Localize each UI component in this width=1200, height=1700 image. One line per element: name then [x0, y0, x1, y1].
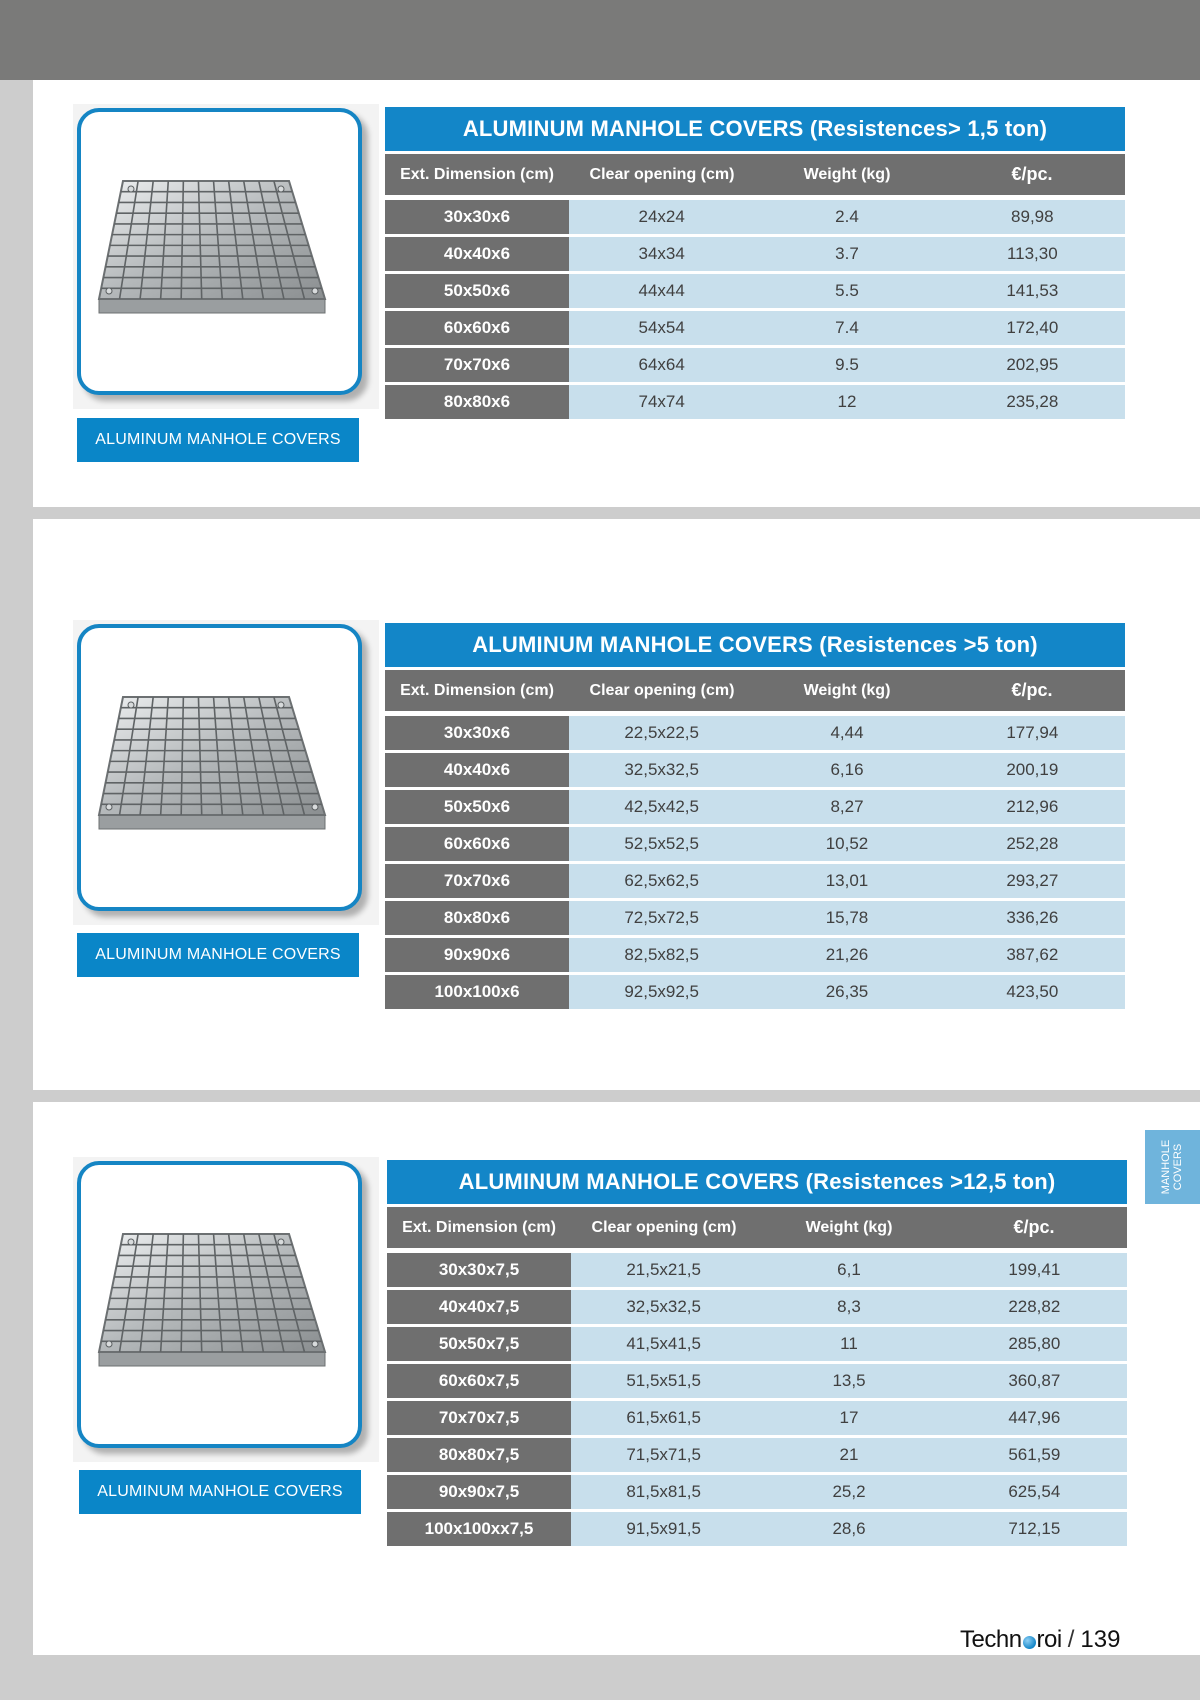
cell-dimension: 40x40x6: [385, 237, 569, 271]
cell-weight: 8,27: [830, 797, 864, 816]
table-row: [387, 1290, 1127, 1324]
cell-weight: 21,26: [825, 945, 869, 964]
cell-weight: 10,52: [825, 834, 869, 853]
col-header-dimension: Ext. Dimension (cm): [400, 165, 554, 183]
product-photo-3: [73, 1157, 379, 1462]
cell-weight: 3.7: [835, 244, 859, 263]
cell-weight: 15,78: [825, 908, 869, 927]
cell-price: 141,53: [1006, 281, 1059, 300]
cell-dimension: 30x30x6: [385, 200, 569, 234]
table-row: [385, 385, 1125, 419]
cell-dimension: 60x60x6: [385, 311, 569, 345]
cell-price: 423,50: [1006, 982, 1059, 1001]
brand-text-end: roi: [1036, 1626, 1062, 1653]
cell-opening: 62,5x62,5: [624, 871, 699, 890]
cell-dimension: 30x30x7,5: [387, 1253, 571, 1287]
section-side-tab[interactable]: [1145, 1130, 1200, 1204]
cell-price: 228,82: [1008, 1297, 1061, 1316]
price-table-2: [385, 623, 1125, 1009]
cell-dimension: 70x70x6: [385, 864, 569, 898]
price-table-3: [387, 1160, 1127, 1546]
cell-dimension: 80x80x7,5: [387, 1438, 571, 1472]
cell-price: 212,96: [1006, 797, 1059, 816]
table-row: [385, 348, 1125, 382]
cell-dimension: 80x80x6: [385, 385, 569, 419]
product-photo-1: [73, 104, 379, 409]
col-header-weight: Weight (kg): [803, 681, 891, 699]
table-row: [387, 1512, 1127, 1546]
manhole-cover-illustration: [93, 167, 339, 327]
cell-price: 199,41: [1008, 1260, 1061, 1279]
cell-opening: 64x64: [638, 355, 685, 374]
table-body: [385, 716, 1125, 1009]
cell-opening: 54x54: [638, 318, 685, 337]
brand-text-start: Techn: [960, 1626, 1022, 1653]
page-separator: /: [1067, 1626, 1075, 1653]
cell-weight: 7.4: [835, 318, 859, 337]
cell-opening: 32,5x32,5: [626, 1297, 701, 1316]
cell-opening: 32,5x32,5: [624, 760, 699, 779]
cell-opening: 21,5x21,5: [626, 1260, 701, 1279]
col-header-opening: Clear opening (cm): [589, 681, 735, 699]
cell-price: 360,87: [1008, 1371, 1061, 1390]
cell-opening: 24x24: [638, 207, 685, 226]
cell-price: 89,98: [1011, 207, 1054, 226]
table-row: [387, 1253, 1127, 1287]
col-header-price: €/pc.: [1013, 1217, 1055, 1237]
side-tab-line-1: MANHOLE: [1160, 1139, 1173, 1195]
col-header-dimension: Ext. Dimension (cm): [402, 1218, 556, 1236]
table-row: [387, 1401, 1127, 1435]
cell-price: 235,28: [1006, 392, 1059, 411]
cell-weight: 6,1: [837, 1260, 861, 1279]
side-tab-line-2: COVERS: [1172, 1143, 1185, 1191]
cell-weight: 28,6: [832, 1519, 866, 1538]
table-row: [385, 311, 1125, 345]
table-row: [385, 274, 1125, 308]
cell-opening: 44x44: [638, 281, 685, 300]
col-header-price: €/pc.: [1011, 680, 1053, 700]
product-caption-1: ALUMINUM MANHOLE COVERS: [77, 418, 359, 462]
cell-weight: 11: [840, 1334, 858, 1353]
table-row: [387, 1438, 1127, 1472]
cell-weight: 26,35: [825, 982, 869, 1001]
cell-dimension: 70x70x7,5: [387, 1401, 571, 1435]
table-title: ALUMINUM MANHOLE COVERS (Resistences >5 ton): [385, 623, 1125, 667]
cell-opening: 52,5x52,5: [624, 834, 699, 853]
cell-weight: 6,16: [830, 760, 864, 779]
cell-dimension: 50x50x7,5: [387, 1327, 571, 1361]
side-tab-label: [1161, 1140, 1185, 1194]
brand-logo: [960, 1626, 1062, 1654]
cell-weight: 8,3: [837, 1297, 861, 1316]
table-row: [385, 975, 1125, 1009]
table-title: ALUMINUM MANHOLE COVERS (Resistences> 1,5 ton): [385, 107, 1125, 151]
manhole-cover-illustration: [93, 683, 339, 843]
product-caption-2: ALUMINUM MANHOLE COVERS: [77, 933, 359, 977]
page-number: 139: [1080, 1626, 1121, 1653]
cell-opening: 92,5x92,5: [624, 982, 699, 1001]
top-header-bar: [0, 0, 1200, 80]
cell-dimension: 60x60x6: [385, 827, 569, 861]
product-photo-2: [73, 620, 379, 925]
cell-dimension: 50x50x6: [385, 274, 569, 308]
cell-weight: 13,5: [832, 1371, 866, 1390]
cell-price: 177,94: [1006, 723, 1059, 742]
manhole-cover-illustration: [93, 1220, 339, 1380]
cell-price: 447,96: [1008, 1408, 1061, 1427]
cell-dimension: 90x90x7,5: [387, 1475, 571, 1509]
cell-opening: 71,5x71,5: [626, 1445, 701, 1464]
cell-price: 336,26: [1006, 908, 1059, 927]
cell-opening: 41,5x41,5: [626, 1334, 701, 1353]
cell-opening: 42,5x42,5: [624, 797, 699, 816]
cell-dimension: 100x100xx7,5: [387, 1512, 571, 1546]
table-row: [387, 1475, 1127, 1509]
cell-price: 712,15: [1008, 1519, 1061, 1538]
cell-weight: 5.5: [835, 281, 859, 300]
cell-opening: 81,5x81,5: [626, 1482, 701, 1501]
col-header-dimension: Ext. Dimension (cm): [400, 681, 554, 699]
cell-dimension: 40x40x6: [385, 753, 569, 787]
cell-opening: 51,5x51,5: [626, 1371, 701, 1390]
cell-dimension: 50x50x6: [385, 790, 569, 824]
cell-dimension: 90x90x6: [385, 938, 569, 972]
cell-price: 561,59: [1008, 1445, 1061, 1464]
table-header: [385, 154, 1125, 195]
table-row: [387, 1364, 1127, 1398]
cell-price: 293,27: [1006, 871, 1059, 890]
cell-weight: 9.5: [835, 355, 859, 374]
table-row: [385, 901, 1125, 935]
brand-dot-icon: [1023, 1636, 1036, 1649]
footer: [960, 1622, 1120, 1658]
cell-price: 625,54: [1008, 1482, 1061, 1501]
cell-weight: 21: [839, 1445, 859, 1464]
cell-price: 113,30: [1006, 244, 1058, 263]
cell-price: 202,95: [1006, 355, 1059, 374]
table-title: ALUMINUM MANHOLE COVERS (Resistences >12,5 ton): [387, 1160, 1127, 1204]
cell-weight: 13,01: [825, 871, 869, 890]
table-body: [387, 1253, 1127, 1546]
product-caption-3: ALUMINUM MANHOLE COVERS: [79, 1470, 361, 1514]
cell-opening: 61,5x61,5: [626, 1408, 701, 1427]
table-row: [385, 938, 1125, 972]
cell-dimension: 60x60x7,5: [387, 1364, 571, 1398]
table-header: [387, 1207, 1127, 1248]
photo-card: [77, 1161, 362, 1448]
cell-dimension: 70x70x6: [385, 348, 569, 382]
table-body: [385, 200, 1125, 419]
cell-opening: 72,5x72,5: [624, 908, 699, 927]
cell-dimension: 80x80x6: [385, 901, 569, 935]
cell-opening: 91,5x91,5: [626, 1519, 701, 1538]
table-row: [387, 1327, 1127, 1361]
cell-weight: 17: [839, 1408, 859, 1427]
cell-opening: 34x34: [638, 244, 685, 263]
col-header-weight: Weight (kg): [803, 165, 891, 183]
col-header-opening: Clear opening (cm): [589, 165, 735, 183]
cell-price: 285,80: [1008, 1334, 1061, 1353]
cell-dimension: 100x100x6: [385, 975, 569, 1009]
photo-card: [77, 624, 362, 911]
cell-price: 252,28: [1006, 834, 1059, 853]
cell-opening: 82,5x82,5: [624, 945, 699, 964]
cell-opening: 74x74: [638, 392, 685, 411]
table-header: [385, 670, 1125, 711]
cell-weight: 25,2: [832, 1482, 866, 1501]
table-row: [385, 237, 1125, 271]
photo-card: [77, 108, 362, 395]
cell-price: 200,19: [1006, 760, 1059, 779]
cell-weight: 12: [837, 392, 857, 411]
cell-weight: 2.4: [835, 207, 859, 226]
table-row: [385, 790, 1125, 824]
col-header-price: €/pc.: [1011, 164, 1053, 184]
table-row: [385, 864, 1125, 898]
table-row: [385, 827, 1125, 861]
table-row: [385, 200, 1125, 234]
cell-weight: 4,44: [830, 723, 864, 742]
col-header-weight: Weight (kg): [805, 1218, 893, 1236]
cell-dimension: 30x30x6: [385, 716, 569, 750]
cell-price: 387,62: [1006, 945, 1059, 964]
cell-opening: 22,5x22,5: [624, 723, 699, 742]
col-header-opening: Clear opening (cm): [591, 1218, 737, 1236]
cell-dimension: 40x40x7,5: [387, 1290, 571, 1324]
table-row: [385, 716, 1125, 750]
price-table-1: [385, 107, 1125, 419]
table-row: [385, 753, 1125, 787]
cell-price: 172,40: [1006, 318, 1059, 337]
